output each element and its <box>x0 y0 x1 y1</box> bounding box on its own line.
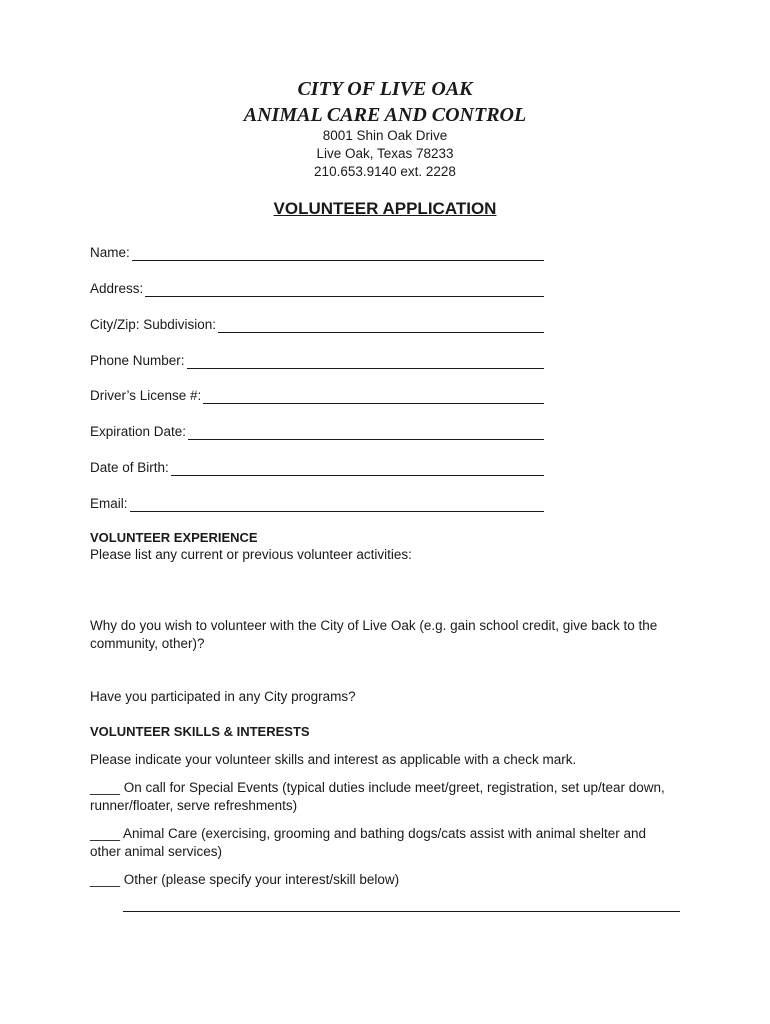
field-label: Email: <box>90 496 128 511</box>
phone-field[interactable] <box>90 351 544 369</box>
expiration-line[interactable] <box>188 425 544 440</box>
field-label: Phone Number: <box>90 353 185 368</box>
experience-heading: VOLUNTEER EXPERIENCE <box>90 530 258 545</box>
field-label: Driver’s License #: <box>90 388 202 403</box>
experience-prompt: Please list any current or previous volunteer activities: <box>90 547 412 562</box>
phone-line[interactable] <box>187 354 544 369</box>
skills-heading: VOLUNTEER SKILLS & INTERESTS <box>90 724 310 739</box>
city-zip-field[interactable] <box>90 315 544 333</box>
field-label: City/Zip: Subdivision: <box>90 317 217 332</box>
org-name: CITY OF LIVE OAK <box>297 78 473 100</box>
option-special-events[interactable]: ____ On call for Special Events (typical duties include meet/greet, registration, set up/tear down, runner/floater, serve refreshments) <box>90 780 665 813</box>
option-animal-care[interactable]: ____ Animal Care (exercising, grooming and bathing dogs/cats assist with animal shelter and other animal services) <box>90 826 647 859</box>
other-specify-line[interactable] <box>123 911 680 912</box>
skills-instructions: Please indicate your volunteer skills and interest as applicable with a check mark. <box>90 752 577 767</box>
name-line[interactable] <box>132 246 544 261</box>
address-line[interactable] <box>145 282 544 297</box>
expiration-field[interactable] <box>90 422 544 440</box>
org-department: ANIMAL CARE AND CONTROL <box>243 104 527 126</box>
address-field[interactable] <box>90 279 544 297</box>
license-field[interactable] <box>90 386 544 404</box>
license-line[interactable] <box>203 389 544 404</box>
field-label: Name: <box>90 245 130 260</box>
why-question: Why do you wish to volunteer with the City of Live Oak (e.g. gain school credit, give back to the community, other)? <box>90 618 658 651</box>
address-city: Live Oak, Texas 78233 <box>316 146 454 161</box>
city-zip-line[interactable] <box>218 318 544 333</box>
email-field[interactable] <box>90 494 544 512</box>
field-label: Date of Birth: <box>90 460 169 475</box>
email-line[interactable] <box>130 497 544 512</box>
form-title: VOLUNTEER APPLICATION <box>273 199 497 218</box>
field-label: Address: <box>90 281 144 296</box>
field-label: Expiration Date: <box>90 424 187 439</box>
address-street: 8001 Shin Oak Drive <box>322 128 448 143</box>
option-other[interactable]: ____ Other (please specify your interest/skill below) <box>90 872 400 887</box>
dob-line[interactable] <box>171 461 544 476</box>
name-field[interactable] <box>90 243 544 261</box>
dob-field[interactable] <box>90 458 544 476</box>
programs-question: Have you participated in any City programs? <box>90 689 356 704</box>
phone-number: 210.653.9140 ext. 2228 <box>314 164 456 179</box>
